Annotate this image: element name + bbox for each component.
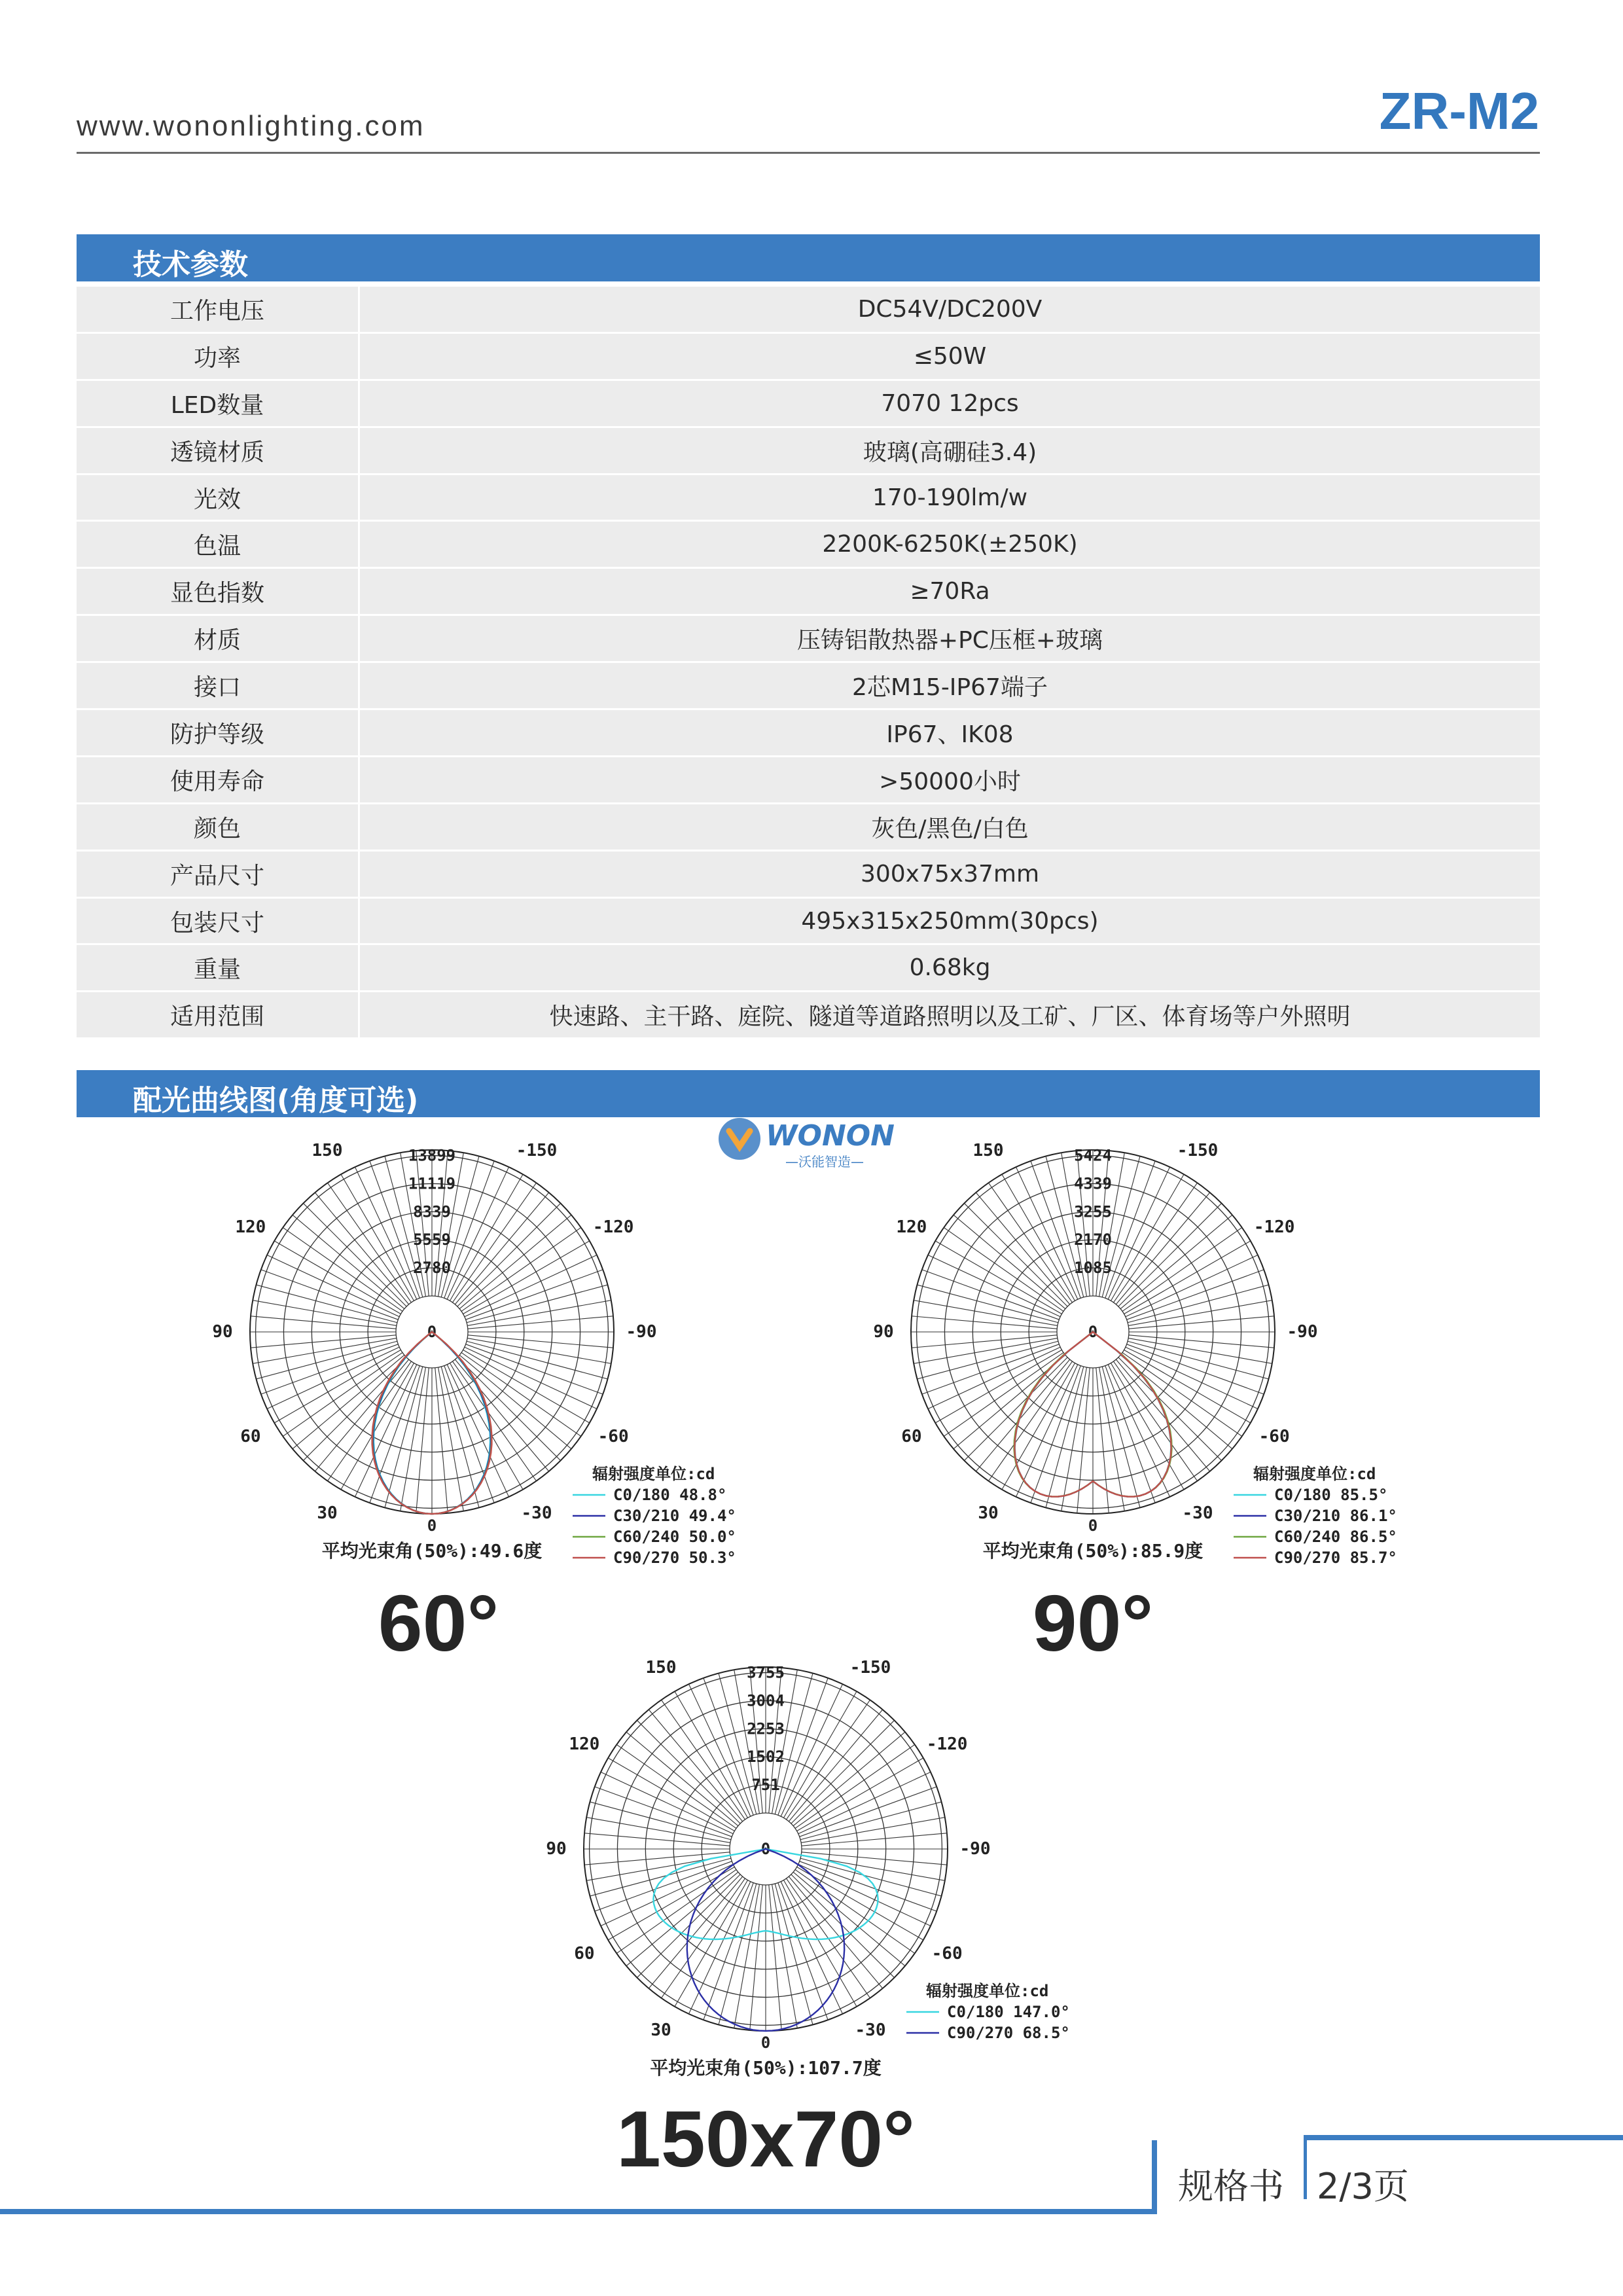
grid-spoke [459, 1355, 571, 1448]
grid-spoke [976, 1359, 1069, 1471]
ring-label: 5424 [1074, 1146, 1112, 1165]
grid-spoke [1114, 1183, 1198, 1302]
grid-spoke [1108, 1365, 1169, 1497]
table-row [77, 850, 1540, 897]
grid-spoke [912, 1335, 1057, 1348]
spec-value: >50000小时 [359, 756, 1541, 803]
grid-spoke [781, 1882, 842, 2014]
grid-spoke [626, 1732, 738, 1825]
spec-key: 接口 [77, 662, 359, 709]
ring-label: 8339 [413, 1202, 451, 1221]
grid-spoke [601, 1772, 733, 1834]
grid-spoke [1016, 1167, 1078, 1299]
grid-spoke [435, 1368, 448, 1513]
grid-spoke [293, 1355, 404, 1448]
grid-spoke [1077, 1368, 1090, 1513]
table-row [77, 332, 1540, 380]
angle-label: 60 [240, 1427, 261, 1446]
grid-spoke [1128, 1338, 1272, 1364]
grid-spoke [293, 1215, 404, 1308]
grid-spoke [467, 1338, 611, 1364]
footer-page-number: 2/3页 [1317, 2166, 1409, 2207]
table-row [77, 568, 1540, 615]
beam-angle-text: 平均光束角(50%):49.6度 [321, 1540, 543, 1562]
grid-spoke [468, 1316, 613, 1329]
specs-section-header [77, 234, 1540, 281]
bottom-zero-label: 0 [760, 2034, 771, 2052]
footer-spec-label: 规格书 [1178, 2166, 1284, 2207]
angle-label: 30 [317, 1503, 338, 1524]
grid-spoke [1016, 1365, 1078, 1497]
spec-value: 300x75x37mm [359, 850, 1541, 897]
header-divider [77, 152, 1540, 154]
grid-spoke [798, 1772, 931, 1834]
grid-spoke [689, 1684, 751, 1816]
table-row [77, 756, 1540, 803]
footer-rule [0, 2209, 1157, 2214]
table-row [77, 474, 1540, 521]
legend-entry: C30/210 49.4° [613, 1507, 736, 1525]
spec-value: 压铸铝散热器+PC压框+玻璃 [359, 615, 1541, 662]
polar-chart-svg [851, 1140, 1440, 1587]
ring-label: 751 [751, 1776, 780, 1795]
spec-value: 495x315x250mm(30pcs) [359, 897, 1541, 944]
grid-spoke [781, 1684, 842, 1816]
grid-spoke [1128, 1285, 1268, 1323]
grid-spoke [256, 1341, 397, 1379]
grid-spoke [917, 1341, 1058, 1379]
angle-label: -60 [597, 1427, 629, 1446]
grid-spoke [750, 1885, 762, 2030]
grid-spoke [461, 1353, 581, 1437]
grid-spoke [793, 1872, 905, 1965]
grid-spoke [944, 1228, 1063, 1312]
spec-key: 功率 [77, 332, 359, 380]
grid-spoke [784, 1691, 857, 1818]
angle-label: 150 [312, 1140, 343, 1160]
grid-spoke [465, 1255, 597, 1317]
grid-spoke [797, 1867, 923, 1941]
grid-spoke [447, 1167, 508, 1299]
grid-spoke [450, 1174, 524, 1300]
angle-label: -150 [1177, 1140, 1219, 1160]
grid-spoke [315, 1193, 408, 1304]
spec-key: 使用寿命 [77, 756, 359, 803]
grid-spoke [455, 1359, 548, 1471]
spec-value: ≤50W [359, 332, 1541, 380]
spec-key: 光效 [77, 474, 359, 521]
grid-spoke [675, 1880, 748, 2007]
curves-section-title: 配光曲线图(角度可选) [133, 1084, 419, 1117]
grid-spoke [675, 1691, 748, 1818]
angle-label: -30 [521, 1503, 552, 1524]
spec-value: ≥70Ra [359, 568, 1541, 615]
grid-spoke [798, 1864, 931, 1926]
grid-spoke [989, 1183, 1073, 1302]
ring-label: 11119 [408, 1174, 456, 1193]
beam-angle-text: 平均光束角(50%):85.9度 [982, 1540, 1204, 1562]
grid-spoke [584, 1833, 730, 1846]
grid-spoke [601, 1864, 733, 1926]
spec-key: 适用范围 [77, 992, 359, 1039]
spec-value: 2芯M15-IP67端子 [359, 662, 1541, 709]
spec-key: 色温 [77, 521, 359, 568]
unit-label: 辐射强度单位:cd [926, 1982, 1049, 2000]
center-label: 0 [427, 1323, 437, 1341]
grid-spoke [1116, 1359, 1209, 1471]
grid-spoke [1061, 1367, 1087, 1511]
grid-spoke [1124, 1241, 1251, 1314]
grid-spoke [944, 1353, 1063, 1437]
grid-spoke [1114, 1361, 1198, 1481]
grid-spoke [935, 1241, 1061, 1314]
logo-brand: WONON [766, 1119, 895, 1153]
angle-label: -90 [959, 1839, 991, 1859]
grid-spoke [253, 1338, 397, 1364]
grid-spoke [801, 1818, 945, 1843]
legend-entry: C90/270 68.5° [947, 2024, 1070, 2042]
unit-label: 辐射强度单位:cd [592, 1465, 715, 1483]
ring-label: 3255 [1074, 1202, 1112, 1221]
grid-spoke [1108, 1167, 1169, 1299]
grid-spoke [1128, 1300, 1272, 1326]
angle-label: -30 [855, 2020, 886, 2041]
spec-key: 重量 [77, 944, 359, 992]
grid-spoke [793, 1732, 905, 1825]
table-row [77, 709, 1540, 757]
polar-chart-svg [190, 1140, 779, 1587]
grid-spoke [590, 1802, 730, 1840]
polar-chart-60 [190, 1140, 779, 1587]
grid-spoke [274, 1241, 401, 1314]
angle-label: -30 [1182, 1503, 1213, 1524]
grid-spoke [1126, 1255, 1258, 1317]
grid-spoke [914, 1338, 1058, 1364]
legend-entry: C0/180 85.5° [1274, 1486, 1388, 1504]
table-row [77, 992, 1540, 1039]
grid-spoke [789, 1876, 882, 1988]
grid-spoke [453, 1183, 537, 1302]
angle-label: -150 [516, 1140, 558, 1160]
grid-spoke [649, 1710, 742, 1821]
table-row [77, 897, 1540, 944]
spec-key: 显色指数 [77, 568, 359, 615]
grid-spoke [590, 1858, 730, 1896]
legend-entry: C0/180 147.0° [947, 2003, 1070, 2021]
grid-spoke [795, 1745, 915, 1829]
angle-label: -90 [1287, 1322, 1318, 1342]
angle-label: 150 [645, 1657, 677, 1677]
grid-spoke [1128, 1341, 1268, 1379]
beam-angle-label: 60° [378, 1579, 499, 1668]
table-row [77, 521, 1540, 568]
grid-spoke [976, 1193, 1069, 1304]
logo-mark-icon [719, 1118, 760, 1160]
grid-spoke [584, 1852, 730, 1865]
grid-spoke [328, 1183, 412, 1302]
grid-spoke [438, 1367, 464, 1511]
legend-entry: C60/240 50.0° [613, 1528, 736, 1546]
angle-label: 120 [235, 1217, 266, 1237]
grid-spoke [253, 1300, 397, 1326]
beam-angle-text: 平均光束角(50%):107.7度 [650, 2057, 882, 2079]
grid-spoke [274, 1350, 401, 1424]
grid-spoke [769, 1885, 781, 2030]
bottom-zero-label: 0 [427, 1516, 437, 1535]
angle-label: 90 [212, 1322, 233, 1342]
table-row [77, 803, 1540, 850]
grid-spoke [461, 1228, 581, 1312]
grid-spoke [789, 1710, 882, 1821]
spec-value: DC54V/DC200V [359, 287, 1541, 332]
grid-spoke [662, 1700, 745, 1820]
grid-spoke [719, 1884, 757, 2024]
grid-spoke [315, 1359, 408, 1471]
grid-spoke [917, 1285, 1058, 1323]
ring-label: 2253 [747, 1719, 785, 1738]
grid-spoke [283, 1353, 402, 1437]
table-row [77, 615, 1540, 662]
grid-spoke [734, 1884, 760, 2028]
grid-spoke [1129, 1335, 1274, 1348]
spec-key: 包装尺寸 [77, 897, 359, 944]
grid-spoke [800, 1802, 941, 1840]
angle-label: -60 [931, 1944, 963, 1964]
grid-spoke [283, 1228, 402, 1312]
ring-label: 1502 [747, 1748, 785, 1767]
grid-spoke [954, 1215, 1065, 1308]
grid-spoke [795, 1870, 915, 1954]
grid-spoke [1122, 1353, 1242, 1437]
grid-spoke [1046, 1367, 1084, 1507]
grid-spoke [802, 1852, 947, 1865]
footer-top-rule [1304, 2135, 1623, 2140]
spec-value: 7070 12pcs [359, 380, 1541, 427]
grid-spoke [467, 1285, 607, 1323]
spec-value: IP67、IK08 [359, 709, 1541, 757]
grid-spoke [775, 1884, 813, 2024]
angle-label: 90 [873, 1322, 894, 1342]
grid-spoke [689, 1882, 751, 2014]
grid-spoke [256, 1285, 397, 1323]
grid-spoke [616, 1745, 736, 1829]
grid-spoke [267, 1255, 399, 1317]
angle-label: -120 [926, 1734, 968, 1754]
grid-spoke [787, 1700, 870, 1820]
spec-key: 透镜材质 [77, 427, 359, 474]
angle-label: 120 [569, 1734, 600, 1754]
grid-spoke [784, 1880, 857, 2007]
beam-angle-label: 150x70° [616, 2094, 915, 2183]
grid-spoke [355, 1167, 417, 1299]
ring-label: 5559 [413, 1230, 451, 1249]
curves-section-header [77, 1070, 1540, 1117]
grid-spoke [928, 1255, 1060, 1317]
grid-spoke [251, 1335, 396, 1348]
table-row [77, 427, 1540, 474]
spec-key: 材质 [77, 615, 359, 662]
bottom-zero-label: 0 [1088, 1516, 1098, 1535]
grid-spoke [251, 1316, 396, 1329]
ring-label: 2170 [1074, 1230, 1112, 1249]
beam-angle-label: 90° [1032, 1579, 1154, 1668]
angle-label: 120 [896, 1217, 927, 1237]
grid-spoke [468, 1335, 613, 1348]
grid-spoke [459, 1215, 571, 1308]
grid-spoke [797, 1758, 923, 1831]
spec-key: 工作电压 [77, 287, 359, 332]
angle-label: -120 [592, 1217, 634, 1237]
grid-spoke [1102, 1367, 1140, 1507]
angle-label: 60 [574, 1944, 595, 1964]
grid-spoke [914, 1300, 1058, 1326]
ring-label: 3755 [747, 1663, 785, 1682]
ring-label: 2780 [413, 1259, 451, 1278]
table-row [77, 662, 1540, 709]
legend-entry: C0/180 48.8° [613, 1486, 727, 1504]
grid-spoke [416, 1368, 429, 1513]
grid-spoke [912, 1316, 1057, 1329]
ring-label: 3004 [747, 1691, 785, 1710]
table-row [77, 287, 1540, 332]
grid-spoke [1122, 1228, 1242, 1312]
spec-key: LED数量 [77, 380, 359, 427]
specs-section-title: 技术参数 [133, 248, 248, 281]
grid-spoke [608, 1867, 734, 1941]
grid-spoke [328, 1361, 412, 1481]
grid-spoke [455, 1193, 548, 1304]
spec-value: 快速路、主干路、庭院、隧道等道路照明以及工矿、厂区、体育场等户外照明 [359, 992, 1541, 1039]
specs-table [77, 287, 1540, 1039]
grid-spoke [1116, 1193, 1209, 1304]
grid-spoke [463, 1241, 590, 1314]
footer-divider-2 [1304, 2140, 1307, 2199]
center-label: 0 [760, 1840, 771, 1858]
angle-label: -120 [1253, 1217, 1295, 1237]
angle-label: -150 [849, 1657, 891, 1677]
table-row [77, 380, 1540, 427]
angle-label: 60 [901, 1427, 922, 1446]
ring-label: 1085 [1074, 1259, 1112, 1278]
grid-spoke [1099, 1367, 1125, 1511]
grid-spoke [608, 1758, 734, 1831]
angle-label: 30 [651, 2020, 671, 2041]
angle-label: 150 [972, 1140, 1004, 1160]
spec-key: 产品尺寸 [77, 850, 359, 897]
angle-label: 90 [546, 1839, 567, 1859]
spec-value: 2200K-6250K(±250K) [359, 521, 1541, 568]
spec-value: 玻璃(高硼硅3.4) [359, 427, 1541, 474]
unit-label: 辐射强度单位:cd [1253, 1465, 1376, 1483]
grid-spoke [935, 1350, 1061, 1424]
website-url: www.wononlighting.com [77, 110, 425, 142]
footer-divider [1152, 2140, 1157, 2214]
grid-spoke [1096, 1368, 1109, 1513]
grid-spoke [1120, 1215, 1232, 1308]
spec-key: 防护等级 [77, 709, 359, 757]
legend-entry: C60/240 86.5° [1274, 1528, 1397, 1546]
grid-spoke [385, 1367, 423, 1507]
grid-spoke [401, 1367, 426, 1511]
grid-spoke [467, 1300, 611, 1326]
grid-spoke [626, 1872, 738, 1965]
grid-spoke [616, 1870, 736, 1954]
polar-chart-svg [524, 1657, 1113, 2104]
grid-spoke [467, 1341, 607, 1379]
logo-sub: —沃能智造— [785, 1154, 864, 1170]
grid-spoke [649, 1876, 742, 1988]
spec-key: 颜色 [77, 803, 359, 850]
legend-entry: C30/210 86.1° [1274, 1507, 1397, 1525]
angle-label: -60 [1258, 1427, 1290, 1446]
grid-spoke [453, 1361, 537, 1481]
grid-spoke [1124, 1350, 1251, 1424]
spec-value: 0.68kg [359, 944, 1541, 992]
center-label: 0 [1088, 1323, 1098, 1341]
polar-chart-90 [851, 1140, 1440, 1587]
grid-spoke [341, 1174, 414, 1300]
grid-spoke [586, 1818, 730, 1843]
grid-spoke [463, 1350, 590, 1424]
table-row [77, 944, 1540, 992]
grid-spoke [800, 1858, 941, 1896]
legend-entry: C90/270 85.7° [1274, 1549, 1397, 1567]
grid-spoke [441, 1367, 479, 1507]
model-number: ZR-M2 [1379, 82, 1539, 140]
grid-spoke [989, 1361, 1073, 1481]
spec-value: 灰色/黑色/白色 [359, 803, 1541, 850]
angle-label: -90 [626, 1322, 657, 1342]
polar-chart-150x70 [524, 1657, 1113, 2104]
grid-spoke [802, 1833, 947, 1846]
ring-label: 13899 [408, 1146, 456, 1165]
grid-spoke [1002, 1174, 1075, 1300]
grid-spoke [772, 1884, 798, 2028]
spec-value: 170-190lm/w [359, 474, 1541, 521]
ring-label: 4339 [1074, 1174, 1112, 1193]
legend-entry: C90/270 50.3° [613, 1549, 736, 1567]
grid-spoke [1129, 1316, 1274, 1329]
grid-spoke [1111, 1174, 1185, 1300]
angle-label: 30 [978, 1503, 999, 1524]
